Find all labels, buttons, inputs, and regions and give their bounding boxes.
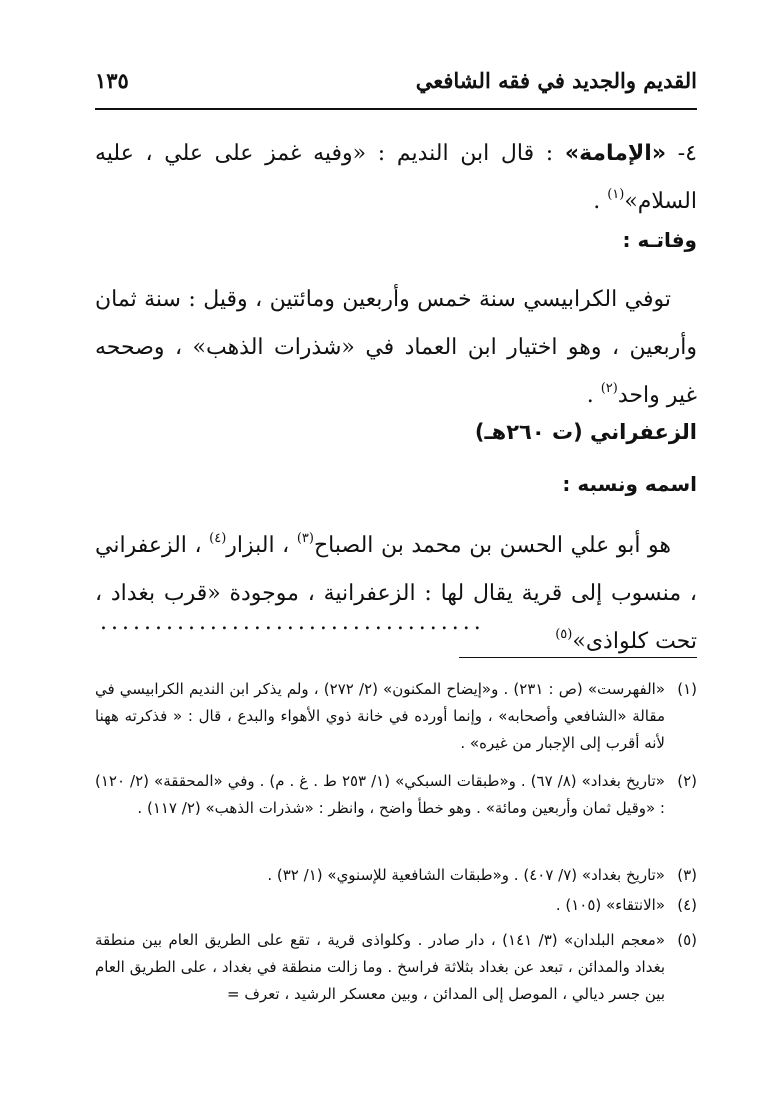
footnote <box>95 862 697 889</box>
paragraph-death <box>95 276 697 420</box>
footnote-ref[interactable]: (٣) <box>296 531 314 546</box>
paragraph-lineage <box>95 522 697 666</box>
footnote-text: «الانتقاء» (١٠٥) . <box>555 896 665 914</box>
book-title: القديم والجديد في فقه الشافعي <box>415 68 697 93</box>
paragraph-text: ، البزار <box>226 533 297 558</box>
footnote <box>95 892 697 919</box>
item-number: ٤- <box>666 141 697 166</box>
footnote <box>95 927 697 1008</box>
ellipsis-dots: ................................... <box>100 610 485 635</box>
paragraph-text: : قال ابن النديم : «وفيه غمز على علي ، عليه السلام» <box>95 141 697 214</box>
paragraph-end: . <box>593 189 608 214</box>
page-number: ١٣٥ <box>95 68 129 93</box>
paragraph-text: هو أبو علي الحسن بن محمد بن الصباح <box>313 533 671 558</box>
heading-zafarani: الزعفراني (ت ٢٦٠هـ) <box>474 420 697 444</box>
paragraph-end: . <box>586 383 601 408</box>
footnote-ref[interactable]: (٥) <box>555 627 573 642</box>
footnote-text: «تاريخ بغداد» (٨/ ٦٧) . و«طبقات السبكي» (١/ ٢٥٣ ط . غ . م) . وفي «المحققة» (٢/ ١٢٠) : «وقيل ثمان وأربعين ومائة» . وهو خطأ واضح ، وانظر : «شذرات الذهب» (٢/ ١١٧) . <box>95 772 665 817</box>
header-rule <box>95 108 697 110</box>
bold-term: «الإمامة» <box>564 141 667 166</box>
footnote <box>95 768 697 822</box>
footnote-ref[interactable]: (٢) <box>600 381 618 396</box>
footnote-number: (٤) <box>677 896 697 914</box>
footnote-text: «معجم البلدان» (٣/ ١٤١) ، دار صادر . وكلواذى قرية ، تقع على الطريق العام بين منطقة بغداد والمدائن ، تبعد عن بغداد بثلاثة فراسخ . وما زالت منطقة في بغداد ، على الطريق العام بين جسر ديالي ، الموصل إلى المدائن ، وبين معسكر الرشيد ، تعرف = <box>95 931 666 1003</box>
footnote-number: (١) <box>677 680 697 698</box>
paragraph-text: توفي الكرابيسي سنة خمس وأربعين ومائتين ، وقيل : سنة ثمان وأربعين ، وهو اختيار ابن العماد في «شذرات الذهب» ، وصححه غير واحد <box>95 287 697 408</box>
paragraph-text: ، الزعفراني ، منسوب إلى قرية يقال لها : الزعفرانية ، موجودة «قرب بغداد ، تحت كلواذى» <box>95 533 697 654</box>
footnote <box>95 676 697 757</box>
footnote-rule <box>459 657 697 658</box>
footnote-ref[interactable]: (١) <box>607 187 625 202</box>
running-header <box>95 58 697 110</box>
paragraph-imamah <box>95 130 697 226</box>
heading-death: وفاتـه : <box>622 228 697 252</box>
footnote-number: (٥) <box>677 931 697 949</box>
footnote-text: «الفهرست» (ص : ٢٣١) . و«إيضاح المكنون» (٢/ ٢٧٢) ، ولم يذكر ابن النديم الكرابيسي في مقالة «الشافعي وأصحابه» ، وإنما أورده في خانة ذوي الأهواء والبدع ، قال : « فذكرته ههنا لأنه أقرب إلى الإجبار من غيره» . <box>95 680 665 752</box>
footnote-number: (٣) <box>677 866 697 884</box>
footnote-text: «تاريخ بغداد» (٧/ ٤٠٧) . و«طبقات الشافعية للإسنوي» (١/ ٣٢) . <box>267 866 665 884</box>
heading-lineage: اسمه ونسبه : <box>562 472 697 496</box>
footnote-number: (٢) <box>677 772 697 790</box>
footnote-ref[interactable]: (٤) <box>209 531 227 546</box>
